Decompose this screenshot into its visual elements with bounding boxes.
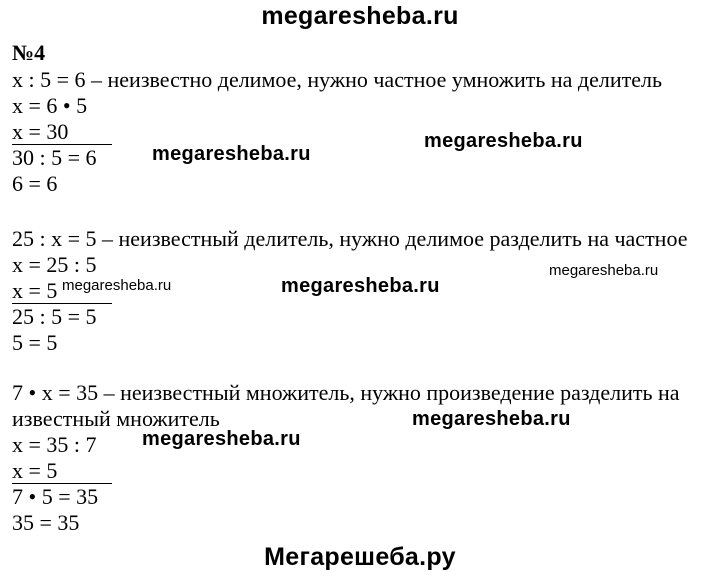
watermark-3: megaresheba.ru [281, 275, 440, 297]
part3-line-1: 7 • х = 35 – неизвестный множитель, нужно произведение разделить на [12, 380, 680, 405]
part3-line-4: х = 5 [12, 458, 58, 483]
watermark-small-2: megaresheba.ru [549, 262, 659, 279]
part2-line-3: х = 5 [12, 278, 58, 303]
part3-line-3: х = 35 : 7 [12, 432, 97, 457]
watermark-small-1: megaresheba.ru [62, 277, 172, 294]
part3-line-5: 7 • 5 = 35 [12, 484, 99, 509]
part1-line-3: х = 30 [12, 119, 69, 144]
part1-line-2: х = 6 • 5 [12, 93, 88, 118]
part2-line-2: х = 25 : 5 [12, 252, 97, 277]
watermark-1: megaresheba.ru [152, 143, 311, 165]
watermark-5: megaresheba.ru [142, 428, 301, 450]
part3-line-6: 35 = 35 [12, 510, 80, 535]
part2-line-4: 25 : 5 = 5 [12, 304, 97, 329]
part1-line-5: 6 = 6 [12, 171, 58, 196]
part3-line-2: известный множитель [12, 406, 220, 431]
watermark-bottom: Мегарешеба.ру [264, 543, 456, 571]
task-number: №4 [12, 40, 46, 65]
watermark-top: megaresheba.ru [261, 2, 459, 30]
part1-line-4: 30 : 5 = 6 [12, 145, 97, 170]
watermark-2: megaresheba.ru [424, 130, 583, 152]
part2-line-5: 5 = 5 [12, 330, 58, 355]
part2-line-1: 25 : х = 5 – неизвестный делитель, нужно делимое разделить на частное [12, 226, 688, 251]
part1-line-1: х : 5 = 6 – неизвестно делимое, нужно частное умножить на делитель [12, 67, 662, 92]
watermark-4: megaresheba.ru [412, 408, 571, 430]
